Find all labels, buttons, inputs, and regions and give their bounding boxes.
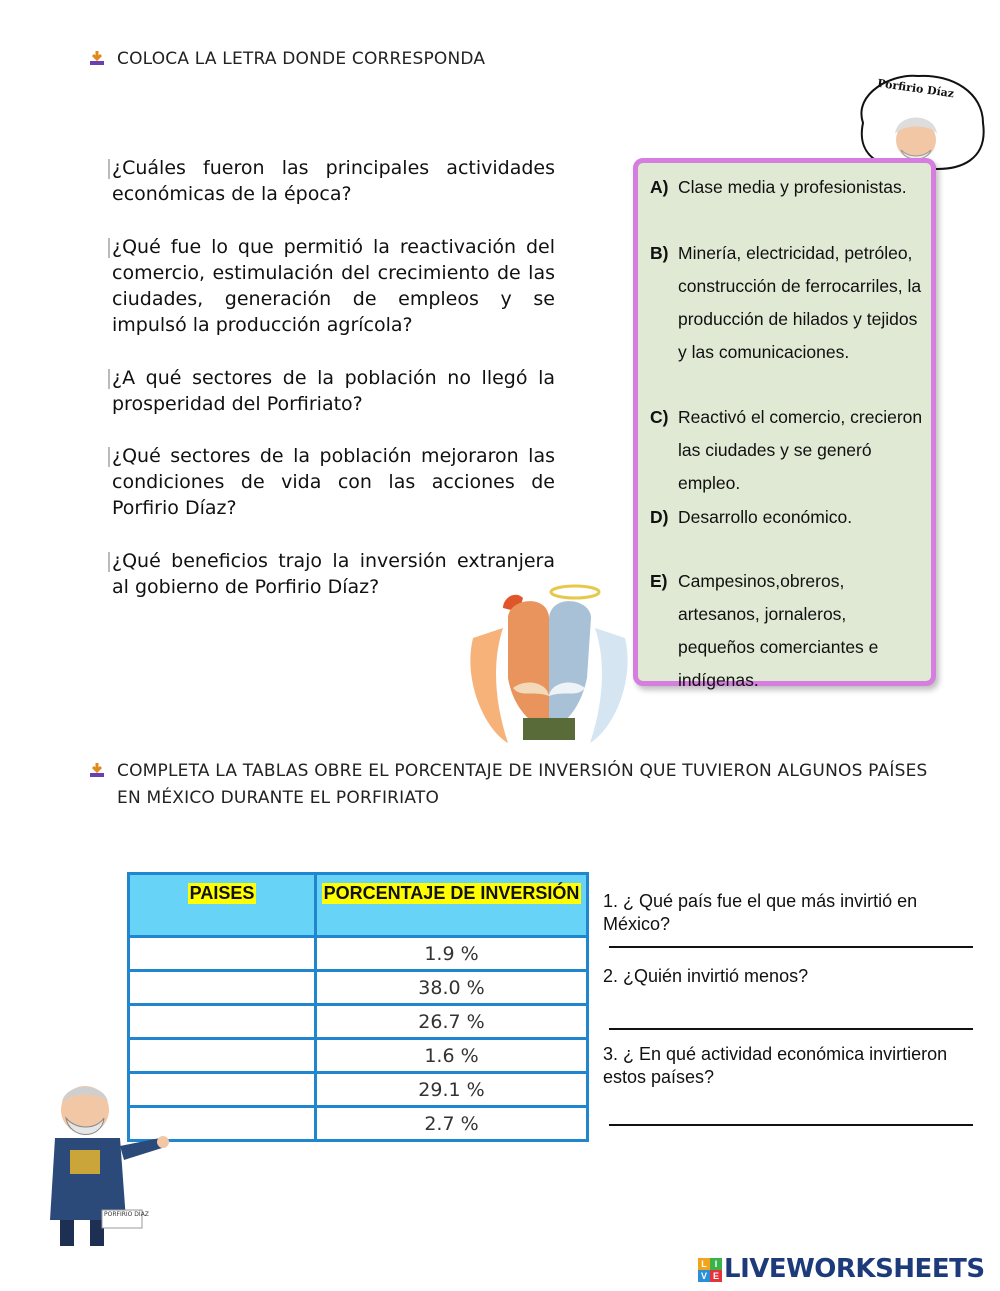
answer-line-1[interactable] bbox=[609, 946, 973, 948]
percentage-cell: 29.1 % bbox=[316, 1073, 588, 1107]
question-3: ¿A qué sectores de la población no llegó la prosperidad del Porfiriato? bbox=[112, 365, 555, 417]
table-row bbox=[129, 1005, 588, 1039]
table-row bbox=[129, 1073, 588, 1107]
country-cell[interactable] bbox=[129, 937, 316, 971]
percentage-cell: 1.6 % bbox=[316, 1039, 588, 1073]
table-row bbox=[129, 1039, 588, 1073]
table-question-1: 1. ¿ Qué país fue el que más invirtió en México? bbox=[603, 891, 918, 934]
badge-label: Porfirio Díaz bbox=[876, 76, 955, 101]
table-question-3: 3. ¿ En qué actividad económica invirtieron estos países? bbox=[603, 1044, 948, 1087]
question-1: ¿Cuáles fueron las principales actividades económicas de la época? bbox=[112, 155, 555, 207]
country-cell[interactable] bbox=[129, 1005, 316, 1039]
table-row bbox=[129, 971, 588, 1005]
answers-box bbox=[633, 158, 936, 690]
percentage-cell: 38.0 % bbox=[316, 971, 588, 1005]
table-question-2: 2. ¿Quién invirtió menos? bbox=[603, 966, 809, 986]
answer-e: E) Campesinos,obreros, artesanos, jornaleros, pequeños comerciantes e indígenas. bbox=[650, 571, 879, 690]
question-4: ¿Qué sectores de la población mejoraron las condiciones de vida con las acciones de Porfirio Díaz? bbox=[112, 443, 555, 521]
answer-line-2[interactable] bbox=[609, 1028, 973, 1030]
caricature-caption: PORFIRIO DÍAZ bbox=[104, 1211, 149, 1218]
section1-instruction: COLOCA LA LETRA DONDE CORRESPONDA bbox=[117, 49, 486, 69]
section2-instruction: COMPLETA LA TABLAS OBRE EL PORCENTAJE DE INVERSIÓN QUE TUVIERON ALGUNOS PAÍSES EN MÉXICO DURANTE EL PORFIRIATO bbox=[117, 761, 928, 808]
country-cell[interactable] bbox=[129, 1039, 316, 1073]
percentage-cell: 1.9 % bbox=[316, 937, 588, 971]
question-2: ¿Qué fue lo que permitió la reactivación del comercio, estimulación del crecimiento de las ciudades, generación de empleos y se impulsó la producción agrícola? bbox=[112, 234, 555, 338]
table-row bbox=[129, 937, 588, 971]
answer-b: B) Minería, electricidad, petróleo, construcción de ferrocarriles, la producción de hilados y tejidos y las comunicaciones. bbox=[650, 243, 922, 362]
percentage-cell: 26.7 % bbox=[316, 1005, 588, 1039]
liveworksheets-brand: LIVEWORKSHEETS bbox=[724, 1254, 985, 1284]
investment-table bbox=[127, 872, 589, 1142]
porfirio-caricature-icon bbox=[30, 1080, 170, 1252]
bullet-arrow-icon bbox=[88, 762, 106, 780]
two-faces-illustration-icon bbox=[463, 578, 635, 748]
table-header-countries: PAISES bbox=[129, 874, 316, 937]
question-5: ¿Qué beneficios trajo la inversión extranjera al gobierno de Porfirio Díaz? bbox=[112, 548, 555, 600]
bullet-arrow-icon bbox=[88, 50, 106, 68]
answer-d: D) Desarrollo económico. bbox=[650, 507, 853, 527]
table-row bbox=[129, 1107, 588, 1141]
answer-c: C) Reactivó el comercio, crecieron las ciudades y se generó empleo. bbox=[650, 407, 923, 493]
table-header-percentage: PORCENTAJE DE INVERSIÓN bbox=[316, 874, 588, 937]
answer-a: A) Clase media y profesionistas. bbox=[650, 177, 907, 197]
answer-line-3[interactable] bbox=[609, 1124, 973, 1126]
percentage-cell: 2.7 % bbox=[316, 1107, 588, 1141]
liveworksheets-logo-icon: L I V E bbox=[698, 1258, 722, 1282]
country-cell[interactable] bbox=[129, 971, 316, 1005]
